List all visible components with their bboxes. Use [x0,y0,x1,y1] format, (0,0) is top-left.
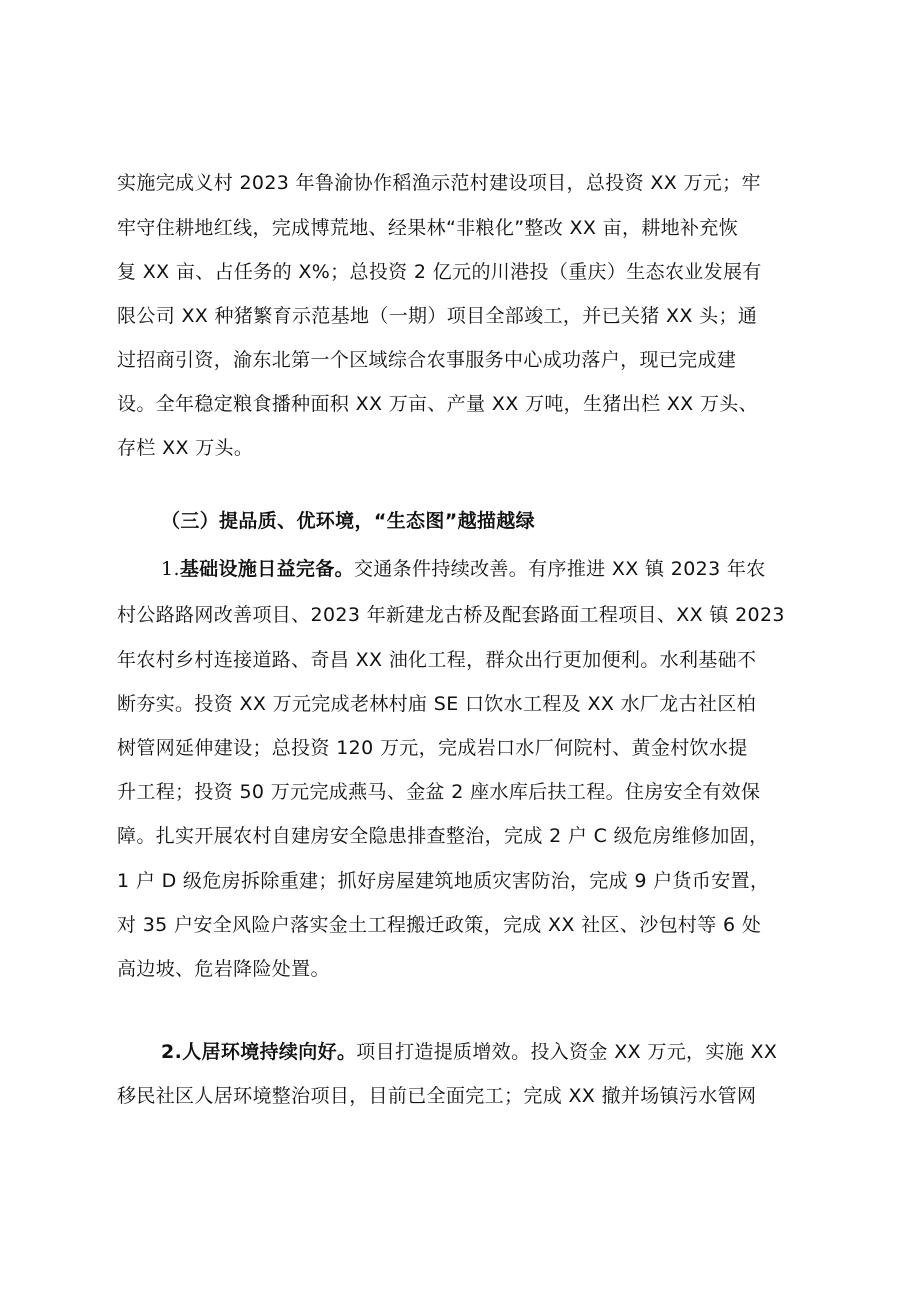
item-1-title: 基础设施日益完备。 [179,558,354,580]
body-text-line: 牢守住耕地红线，完成博荒地、经果林“非粮化”整改 XX 亩，耕地补充恢 [117,217,739,239]
item-2-first-line-text: 项目打造提质增效。投入资金 XX 万元，实施 XX [356,1041,778,1063]
body-text-line: 复 XX 亩、占任务的 X%；总投资 2 亿元的川港投（重庆）生态农业发展有 [117,261,762,283]
item-1-first-line [161,554,817,584]
body-text-line: 设。全年稳定粮食播种面积 XX 万亩、产量 XX 万吨，生猪出栏 XX 万头、 [117,393,758,415]
body-text-line: 实施完成义村 2023 年鲁渝协作稻渔示范村建设项目，总投资 XX 万元；牢 [117,172,761,194]
body-text-line: 1 户 D 级危房拆除重建；抓好房屋建筑地质灾害防治，完成 9 户货币安置， [117,870,770,892]
body-text-line: 升工程；投资 50 万元完成燕马、金盆 2 座水库后扶工程。住房安全有效保 [117,781,761,803]
item-1-first-line-text: 交通条件持续改善。有序推进 XX 镇 2023 年农 [353,558,766,580]
body-text-line: 障。扎实开展农村自建房安全隐患排查整治，完成 2 户 C 级危房维修加固， [117,825,769,847]
body-text-line: 树管网延伸建设；总投资 120 万元，完成岩口水厂何院村、黄金村饮水提 [117,737,748,759]
body-text-line: 断夯实。投资 XX 万元完成老林村庙 SE 口饮水工程及 XX 水厂龙古社区柏 [117,693,757,715]
section-heading: （三）提品质、优环境，“生态图”越描越绿 [161,510,535,532]
body-text-line: 过招商引资，渝东北第一个区域综合农事服务中心成功落户，现已完成建 [117,349,737,371]
item-1-number: 1. [161,558,180,580]
body-text-line: 年农村乡村连接道路、奇昌 XX 油化工程，群众出行更加便利。水利基础不 [117,649,757,671]
body-text-line: 村公路路网改善项目、2023 年新建龙古桥及配套路面工程项目、XX 镇 2023 [117,604,785,626]
item-2-title: .人居环境持续向好。 [174,1041,357,1063]
item-2-first-line [161,1037,817,1067]
body-text-line: 对 35 户安全风险户落实金土工程搬迁政策，完成 XX 社区、沙包村等 6 处 [117,914,762,936]
body-text-line: 移民社区人居环境整治项目，目前已全面完工；完成 XX 撤并场镇污水管网 [117,1085,757,1107]
item-2-number: 2 [161,1041,175,1063]
body-text-line: 高边坡、危岩降险处置。 [117,958,330,980]
body-text-line: 限公司 XX 种猪繁育示范基地（一期）项目全部竣工，并已关猪 XX 头；通 [117,305,758,327]
body-text-line: 存栏 XX 万头。 [117,437,254,459]
